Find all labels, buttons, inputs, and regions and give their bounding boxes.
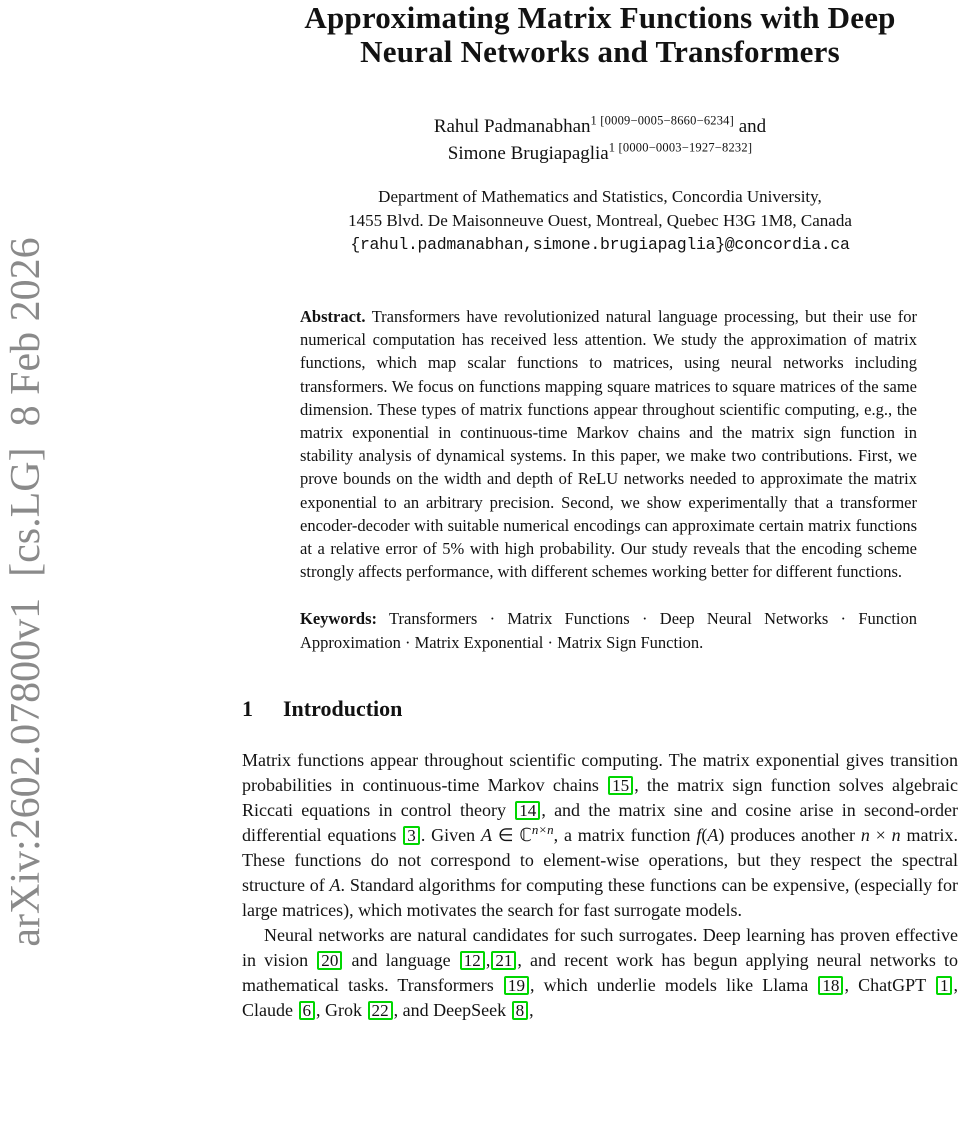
affiliation-line-1: Department of Mathematics and Statistics, Concordia University, (378, 187, 822, 206)
citation-link[interactable]: 3 (403, 826, 420, 845)
keywords-label: Keywords: (300, 609, 377, 629)
section-title: Introduction (283, 695, 403, 721)
keywords-text: Transformers · Matrix Functions · Deep Neural Networks · Function Approximation · Matrix Exponential · Matrix Sign Function. (300, 609, 918, 652)
abstract-section (300, 305, 917, 654)
citation-link[interactable]: 18 (818, 976, 843, 995)
email-line: {rahul.padmanabhan,simone.brugiapaglia}@concordia.ca (350, 235, 850, 254)
author-block (242, 113, 958, 167)
author-name-2: Simone Brugiapaglia (447, 143, 609, 164)
affiliation-block (242, 185, 958, 257)
section-number: 1 (242, 695, 253, 721)
math-symbol: A (707, 824, 719, 845)
paper-title (242, 0, 958, 69)
title-line-1: Approximating Matrix Functions with Deep (304, 0, 896, 35)
citation-link[interactable]: 14 (515, 801, 540, 820)
citation-link[interactable]: 22 (368, 1001, 393, 1020)
citation-link[interactable]: 15 (608, 776, 633, 795)
arxiv-watermark: arXiv:2602.07800v1 [cs.LG] 8 Feb 2026 (3, 237, 49, 947)
author-orcid-1: 1 [0009−0005−8660−6234] (590, 113, 734, 128)
citation-link[interactable]: 6 (299, 1001, 316, 1020)
citation-link[interactable]: 8 (512, 1001, 529, 1020)
citation-link[interactable]: 20 (317, 951, 342, 970)
intro-paragraph-2: Neural networks are natural candidates for such surrogates. Deep learning has proven effective in vision 20 and language 12 , 21 , and recent work has begun applying neural networks to mathematical tasks. Transformers 19 , which underlie models like Llama 18 , ChatGPT 1 , Claude 6 , Grok 22 , and DeepSeek 8 , (242, 924, 958, 1020)
math-symbol: n (891, 824, 901, 845)
math-symbol: n (860, 824, 870, 845)
abstract-label: Abstract. (300, 307, 366, 326)
section-heading-introduction (242, 696, 958, 722)
citation-link[interactable]: 1 (936, 976, 953, 995)
keywords-paragraph (300, 607, 917, 653)
affiliation-line-2: 1455 Blvd. De Maisonneuve Ouest, Montreal, Quebec H3G 1M8, Canada (348, 211, 852, 230)
math-symbol: f (696, 824, 702, 845)
author-line-2 (242, 140, 958, 167)
citation-link[interactable]: 21 (491, 951, 516, 970)
title-line-2: Neural Networks and Transformers (360, 34, 840, 69)
author-name-1: Rahul Padmanabhan (433, 116, 591, 137)
author-line-1 (242, 113, 958, 140)
math-symbol: A (329, 874, 341, 895)
paper-content (242, 0, 958, 1023)
author-orcid-2: 1 [0000−0003−1927−8232] (608, 140, 753, 155)
intro-paragraph-1: Matrix functions appear throughout scientific computing. The matrix exponential gives transition probabilities in continuous-time Markov chains 15 , the matrix sign function solves algebraic Riccati equations in control theory 14 , and the matrix sine and cosine arise in second-order differential equations 3 . Given A ∈ ℂ$^{n\times n}$, a matrix function f(A) produces another n × n matrix. These functions do not correspond to element-wise operations, but they respect the spectral structure of A. Standard algorithms for computing these functions can be expensive, (especially for large matrices), which motivates the search for fast surrogate models. (242, 749, 959, 920)
abstract-paragraph (300, 305, 917, 583)
citation-link[interactable]: 19 (504, 976, 529, 995)
citation-link[interactable]: 12 (460, 951, 485, 970)
author-suffix-1: and (733, 116, 767, 137)
math-superscript: n×n (531, 821, 554, 837)
math-symbol: A (480, 824, 492, 845)
abstract-text: Transformers have revolutionized natural language processing, but their use for numerical computation has received less attention. We study the approximation of matrix functions, which map scalar functions to matrices, using neural networks including transformers. We focus on functions mapping square matrices to square matrices of the same dimension. These types of matrix functions appear throughout scientific computing, e.g., the matrix exponential in continuous-time Markov chains and the matrix sign function in stability analysis of dynamical systems. In this paper, we make two contributions. First, we prove bounds on the width and depth of ReLU networks needed to approximate the matrix exponential to an arbitrary precision. Second, we show experimentally that a transformer encoder-decoder with suitable numerical encodings can approximate certain matrix functions at a relative error of 5% with high probability. Our study reveals that the encoding scheme strongly affects performance, with different schemes working better for different functions. (300, 307, 918, 582)
